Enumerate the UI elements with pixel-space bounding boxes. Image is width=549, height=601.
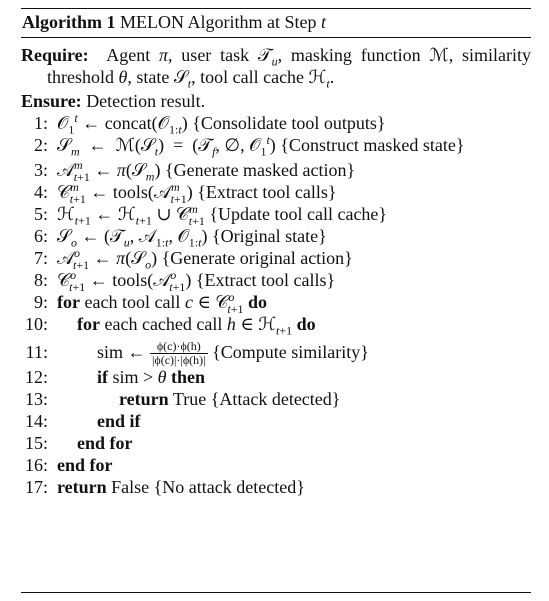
line-number: 8:	[33, 270, 48, 290]
line-lhs: sim ←	[97, 342, 146, 362]
ensure-line	[21, 90, 531, 112]
algorithm-body	[21, 44, 531, 498]
keyword-for: for	[57, 292, 80, 312]
line-number: 15:	[24, 433, 48, 453]
line-code: 𝒮$_m$ ← ℳ(𝒮$_t$) = (𝒯$_f$, ∅, 𝒪$_1^t$)	[57, 133, 276, 159]
algo-line-12	[21, 366, 531, 388]
line-comment: {Extract tool calls}	[197, 182, 337, 202]
fraction-denominator: |ϕ(c)|·|ϕ(h)|	[152, 353, 206, 368]
algo-line-7	[21, 246, 531, 272]
ensure-text: Detection result.	[86, 91, 206, 111]
line-comment: {Generate original action}	[161, 248, 353, 268]
line-code: each tool call c ∈ 𝒞$^o_{t+1}$	[84, 290, 244, 316]
line-code: 𝒜$^m_{t+1}$ ← π(𝒮$_m$)	[57, 158, 161, 184]
algo-line-13	[21, 388, 531, 410]
line-comment: {Generate masked action}	[164, 160, 356, 180]
require-line	[21, 44, 531, 91]
caption-rule	[21, 37, 531, 38]
line-code: 𝒮$_o$ ← (𝒯$_u$, 𝒜$_{1:t}$, 𝒪$_{1:t}$)	[57, 226, 208, 250]
caption-title: MELON Algorithm at Step t	[120, 12, 327, 32]
line-comment: {Update tool call cache}	[209, 204, 388, 224]
line-number: 16:	[24, 455, 48, 475]
require-text: Agent π, user task 𝒯$_u$, masking function ℳ, similarity threshold θ, state 𝒮$_t$, tool call cache ℋ$_t$.	[47, 45, 531, 91]
algorithm-box	[21, 8, 531, 498]
line-comment: {Extract tool calls}	[195, 270, 336, 290]
keyword-if: if	[97, 367, 108, 387]
algo-line-4	[21, 180, 531, 206]
line-number: 3:	[33, 160, 48, 180]
line-code: False {No attack detected}	[111, 477, 305, 497]
ensure-keyword: Ensure:	[21, 91, 82, 111]
algo-line-10	[21, 313, 531, 338]
line-code: ℋ$_{t+1}$ ← ℋ$_{t+1}$ ∪ 𝒞$^m_{t+1}$	[57, 202, 205, 228]
algo-line-9	[21, 290, 531, 316]
line-comment: {Construct masked state}	[280, 135, 465, 155]
require-keyword: Require:	[21, 45, 89, 65]
keyword-do: do	[248, 292, 268, 312]
line-number: 11:	[25, 342, 48, 362]
line-code: each cached call h ∈ ℋ$_{t+1}$	[104, 314, 293, 338]
keyword-end-for: end for	[77, 433, 133, 453]
line-code: 𝒞$^m_{t+1}$ ← tools(𝒜$^m_{t+1}$)	[57, 180, 193, 206]
line-number: 1:	[33, 113, 48, 133]
fraction-numerator: ϕ(c)·ϕ(h)	[150, 340, 208, 354]
line-code: 𝒜$^o_{t+1}$ ← π(𝒮$_o$)	[57, 246, 158, 272]
algo-line-3	[21, 158, 531, 184]
line-number: 9:	[33, 292, 48, 312]
line-number: 6:	[33, 226, 48, 246]
keyword-end-for: end for	[57, 455, 113, 475]
line-code: True {Attack detected}	[172, 389, 341, 409]
line-comment: {Original state}	[211, 226, 327, 246]
algo-line-1	[21, 111, 531, 137]
keyword-for: for	[77, 314, 100, 334]
algo-line-15	[21, 432, 531, 454]
algo-line-6	[21, 225, 531, 250]
line-comment: {Compute similarity}	[212, 342, 369, 362]
line-code: sim > θ	[112, 367, 167, 387]
line-number: 13:	[24, 389, 48, 409]
line-number: 10:	[24, 314, 48, 334]
line-comment: {Consolidate tool outputs}	[192, 113, 386, 133]
algo-line-16	[21, 454, 531, 476]
line-number: 14:	[24, 411, 48, 431]
algo-line-14	[21, 410, 531, 432]
bottom-rule	[21, 592, 531, 593]
algo-line-2	[21, 133, 531, 159]
keyword-end-if: end if	[97, 411, 141, 431]
keyword-do: do	[296, 314, 316, 334]
line-number: 12:	[24, 367, 48, 387]
keyword-then: then	[171, 367, 206, 387]
keyword-return: return	[119, 389, 169, 409]
similarity-fraction	[150, 340, 208, 367]
line-code: 𝒞$^o_{t+1}$ ← tools(𝒜$^o_{t+1}$)	[57, 268, 192, 294]
algo-line-11	[21, 338, 531, 366]
line-number: 4:	[33, 182, 48, 202]
line-number: 17:	[24, 477, 48, 497]
algo-line-5	[21, 202, 531, 228]
line-number: 7:	[33, 248, 48, 268]
keyword-return: return	[57, 477, 107, 497]
line-number: 5:	[33, 204, 48, 224]
line-number: 2:	[33, 135, 48, 155]
algo-line-8	[21, 268, 531, 294]
line-code: 𝒪$_1^t$ ← concat(𝒪$_{1:t}$)	[57, 111, 188, 137]
algo-line-17	[21, 476, 531, 498]
caption-label: Algorithm 1	[22, 12, 116, 32]
algorithm-caption	[21, 9, 531, 33]
